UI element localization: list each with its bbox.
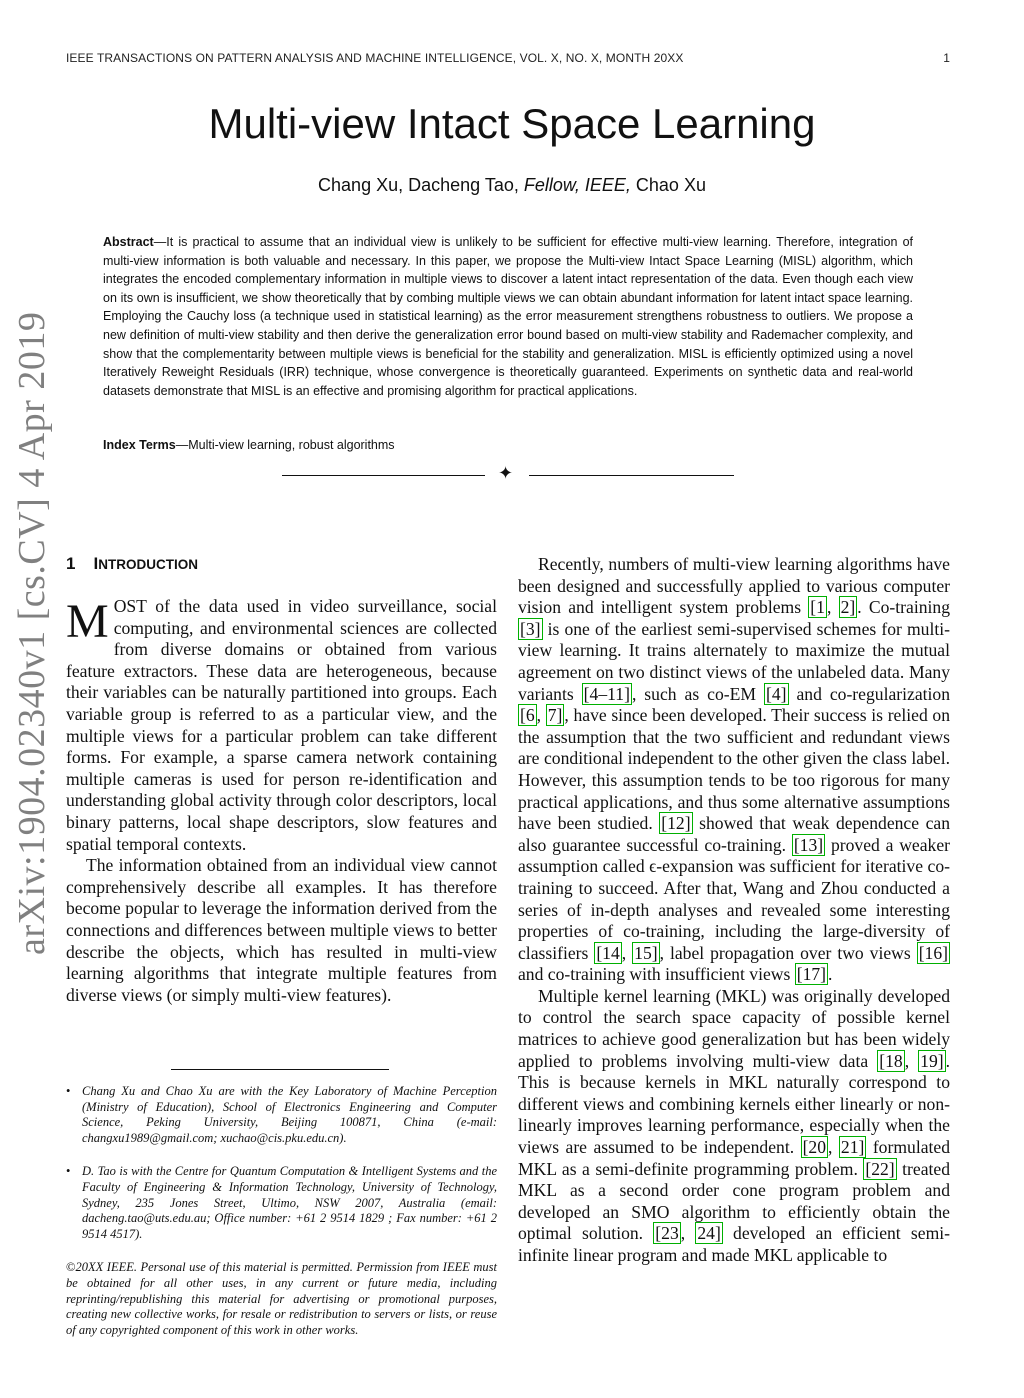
author-names-a: Chang Xu, Dacheng Tao, (318, 175, 524, 195)
citation-link[interactable]: [17] (796, 964, 827, 985)
text-span: Recently, numbers of multi-view learning algorithms have been designed and successfully applied to various computer vision and intelligent system problems (518, 554, 950, 618)
text-span: and co-regularization (788, 683, 951, 704)
text-span: , (680, 1223, 696, 1244)
author-names-b: Chao Xu (630, 175, 706, 195)
text-span: , such as co-EM (631, 683, 764, 704)
text-span: formulated MKL as a semi-definite programming problem. (518, 1137, 951, 1179)
text-span: showed that weak dependence can also guarantee successful co-training. (518, 813, 950, 855)
related-paragraph-1 (518, 554, 950, 986)
footnote-affiliation-1 (66, 1084, 497, 1146)
citation-link[interactable]: [14 (596, 942, 620, 963)
footnote-affiliation-2 (66, 1164, 497, 1242)
text-span: treated MKL as a second order cone program problem and developed an SMO algorithm to efficiently obtain the optimal solution. (518, 1158, 951, 1244)
footnote-rule (171, 1069, 389, 1070)
divider-diamond-icon: ✦ (498, 463, 514, 483)
running-header (66, 51, 950, 65)
right-column (518, 554, 950, 1267)
author-line (0, 175, 1024, 196)
text-span: , (826, 597, 839, 618)
citation-link[interactable]: 2] (840, 597, 856, 618)
dropcap: M (66, 595, 109, 648)
citation-link[interactable]: [6 (520, 705, 535, 726)
text-span: , (621, 942, 633, 963)
text-span: , (536, 705, 546, 726)
citation-link[interactable]: [18 (879, 1050, 903, 1071)
citation-link[interactable]: [16] (918, 942, 949, 963)
text-span: Multiple kernel learning (MKL) was originally developed to control the search space capacity of possible kernel matrices to achieve good generalization but has been widely applied to problems involving multi-view data (518, 985, 950, 1071)
text-span: and co-training with insufficient views (518, 964, 795, 985)
index-terms (103, 438, 913, 452)
citation-link[interactable]: [4–11] (583, 683, 630, 704)
citation-link[interactable]: [22] (865, 1158, 895, 1179)
footnote-text: D. Tao is with the Centre for Quantum Computation & Intelligent Systems and the Faculty of Engineering & Information Technology, University of Technology, Sydney, 235 Jones Street, Ultimo, NSW 2007, Australia (email: dacheng.tao@uts.edu.au; Office number: +61 2 9514 1829 ; Fax number: +61 2 9514 4517). (82, 1164, 497, 1241)
footnotes (66, 1084, 497, 1338)
section-title-rest: NTRODUCTION (98, 557, 198, 572)
index-terms-text: —Multi-view learning, robust algorithms (175, 438, 395, 452)
page-number: 1 (943, 51, 950, 65)
intro-paragraph-2: The information obtained from an individual view cannot comprehensively describe all examples. It has therefore become popular to leverage the information derived from the connections and differences between multiple views to better describe the objects, which has resulted in multi-view learning algorithms that integrate multiple features from diverse views (or simply multi-view features). (66, 855, 497, 1005)
citation-link[interactable]: 7] (547, 705, 563, 726)
citation-link[interactable]: [4] (765, 683, 787, 704)
citation-link[interactable]: 21] (840, 1137, 865, 1158)
citation-link[interactable]: [1 (810, 597, 825, 618)
intro-p1-text: OST of the data used in video surveillance, social computing, and environmental sciences are collected from diverse domains or obtained from various feature extractors. These data are heterogeneous, because their variables can be naturally partitioned into groups. Each variable group is referred to as a particular view, and the multiple views for a particular problem can take different forms. For example, a sparse camera network containing multiple cameras is used for person re-identification and understanding global activity through color descriptors, local binary patterns, local shape descriptors, slow features and spatial temporal contexts. (66, 596, 497, 854)
citation-link[interactable]: [13] (793, 834, 824, 855)
section-title-initial: I (93, 554, 99, 573)
text-span: is one of the earliest semi-supervised schemes for multi-view learning. It trains alternately to maximize the mutual agreement on two distinct views of the unlabeled data. Many variants (518, 618, 950, 704)
intro-paragraph-1 (66, 596, 497, 855)
citation-link[interactable]: 15] (634, 942, 658, 963)
left-column (66, 596, 497, 1006)
text-span: , (904, 1050, 919, 1071)
text-span: , (828, 1137, 839, 1158)
copyright-text: 20XX IEEE. Personal use of this material is permitted. Permission from IEEE must be obtained for all other uses, in any current or future media, including reprinting/republishing this material for advertising or promotional purposes, creating new collective works, for resale or redistribution to servers or lists, or reuse of any copyrighted component of this work in other works. (66, 1260, 497, 1337)
section-heading (66, 554, 198, 574)
text-span: . Co-training (857, 597, 950, 618)
citation-link[interactable]: [23 (655, 1223, 679, 1244)
citation-link[interactable]: 19] (920, 1050, 944, 1071)
text-span: , label propagation over two views (659, 942, 917, 963)
abstract (103, 233, 913, 400)
text-span: proved a weaker assumption called ϵ-expansion was sufficient for iterative co-training to succeed. After that, Wang and Zhou conducted a series of in-depth analyses and revealed some interesting properties of co-training, including the large-diversity of classifiers (518, 834, 951, 963)
copyright-notice (66, 1260, 497, 1338)
divider-right (529, 475, 734, 476)
text-span: , have since been developed. Their success is relied on the assumption that the two sufficient and redundant views are conditional independent to the other given the class label. However, this assumption tends to be too rigorous for many practical applications, and thus some alternative assumptions have been studied. (518, 705, 951, 834)
index-terms-label: Index Terms (103, 438, 176, 452)
abstract-text: —It is practical to assume that an individual view is unlikely to be sufficient for effective multi-view learning. Therefore, integration of multi-view information is both valuable and necessary. In this paper, we propose the Multi-view Intact Space Learning (MISL) algorithm, which integrates the encoded complementary information in multiple views to discover a latent intact representation of the data. Even though each view on its own is insufficient, we show theoretically that by combing multiple views we can obtain abundant information for latent intact space learning. Employing the Cauchy loss (a technique used in statistical learning) as the error measurement strengthens robustness to outliers. We propose a new definition of multi-view stability and then derive the generalization error bound based on multi-view stability and Rademacher complexity, and show that the complementarity between multiple views is beneficial for the stability and generalization. MISL is efficiently optimized using a novel Iteratively Reweight Residuals (IRR) technique, whose convergence is theoretically guaranteed. Experiments on synthetic data and real-world datasets demonstrate that MISL is an effective and promising algorithm for practical applications. (103, 235, 913, 398)
citation-link[interactable]: [12] (661, 813, 691, 834)
abstract-label: Abstract (103, 235, 154, 249)
bullet-icon: • (66, 1164, 71, 1179)
divider-left (282, 475, 485, 476)
text-span: . (828, 964, 833, 985)
author-honor: Fellow, IEEE, (523, 175, 631, 195)
arxiv-stamp: arXiv:1904.02340v1 [cs.CV] 4 Apr 2019 (11, 311, 53, 955)
paper-title: Multi-view Intact Space Learning (208, 100, 816, 147)
text-span: . This is because kernels in MKL naturally correspond to different views and combining kernels either linearly or non-linearly improves learning performance, especially when the views are assumed to be independent. (518, 1050, 950, 1158)
citation-link[interactable]: [20 (802, 1137, 827, 1158)
section-number: 1 (66, 554, 76, 573)
bullet-icon: • (66, 1084, 71, 1098)
citation-link[interactable]: [3] (520, 618, 541, 639)
copyright-icon: © (66, 1260, 76, 1275)
footnote-text: Chang Xu and Chao Xu are with the Key Laboratory of Machine Perception (Ministry of Education), School of Electronics Engineering and Computer Science, Peking University, Beijing 100871, China (e-mail: changxu1989@gmail.com; xuchao@cis.pku.edu.cn). (82, 1084, 497, 1145)
running-title: IEEE TRANSACTIONS ON PATTERN ANALYSIS AND MACHINE INTELLIGENCE, VOL. X, NO. X, MONTH 20XX (66, 51, 684, 65)
citation-link[interactable]: 24] (697, 1223, 721, 1244)
text-span: developed an efficient semi-infinite linear program and made MKL applicable to (518, 1223, 950, 1265)
related-paragraph-2 (518, 986, 950, 1267)
